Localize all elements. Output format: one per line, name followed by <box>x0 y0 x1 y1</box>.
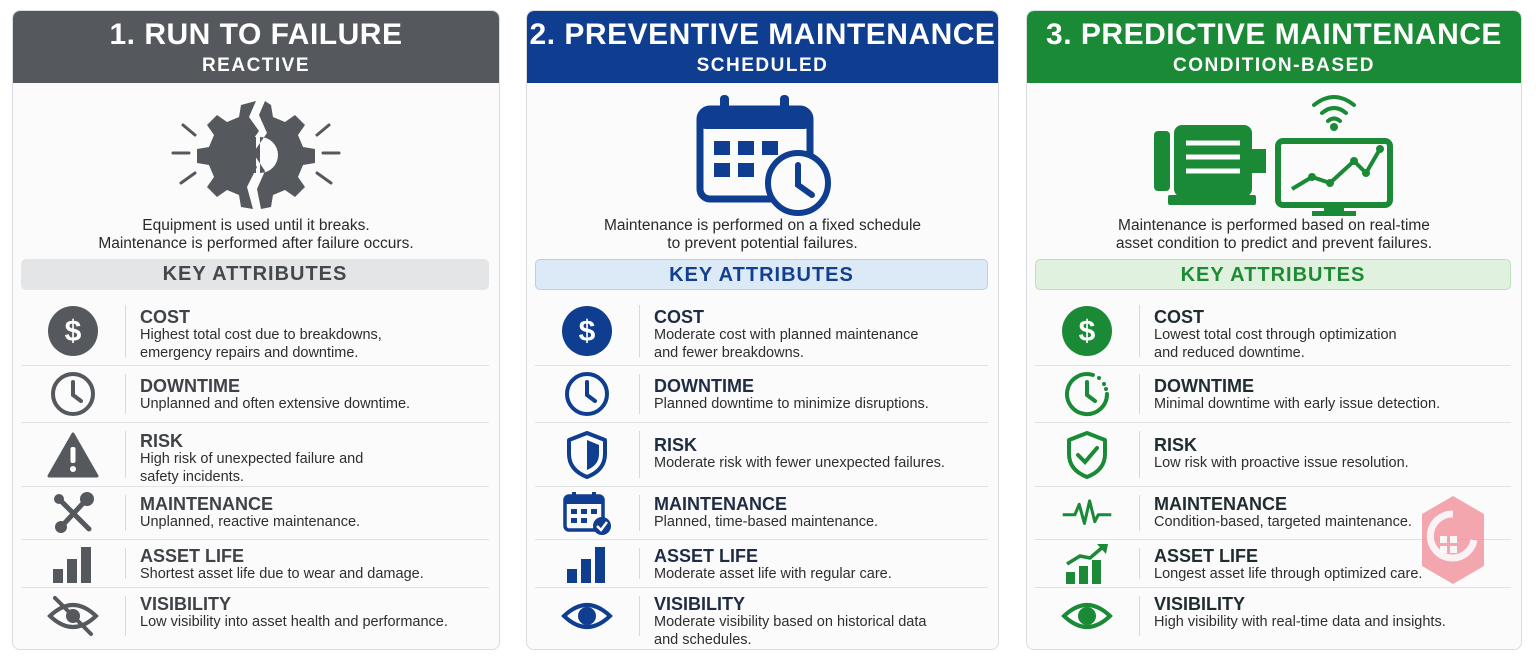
attribute-description: Minimal downtime with early issue detection. <box>1154 396 1441 412</box>
shield-icon <box>561 423 613 486</box>
attribute-title: DOWNTIME <box>140 376 240 396</box>
wrench-screwdriver-icon <box>47 487 99 539</box>
attribute-description: Planned, time-based maintenance. <box>654 514 879 530</box>
column-title: 3. PREDICTIVE MAINTENANCE <box>1046 18 1502 51</box>
description-line: to prevent potential failures. <box>667 235 858 252</box>
key-attributes-heading: KEY ATTRIBUTES <box>1035 259 1511 290</box>
row-divider <box>1139 305 1140 357</box>
column-title: 1. RUN TO FAILURE <box>109 18 403 51</box>
motor-monitor-icon <box>1027 91 1521 219</box>
row-divider <box>125 374 126 414</box>
attribute-title: RISK <box>1154 435 1198 455</box>
dollar-icon <box>47 297 99 365</box>
attribute-title: RISK <box>654 435 698 455</box>
column-description <box>13 217 499 253</box>
row-divider <box>125 548 126 579</box>
attribute-title: MAINTENANCE <box>140 494 273 514</box>
trend-chart-icon <box>1061 540 1113 587</box>
row-divider <box>1139 596 1140 636</box>
attribute-row-maintenance <box>21 487 489 540</box>
attribute-row-cost <box>535 297 988 366</box>
attribute-title: VISIBILITY <box>140 594 232 614</box>
attribute-row-maintenance <box>535 487 988 540</box>
column-title: 2. PREVENTIVE MAINTENANCE <box>529 18 996 51</box>
attribute-title: COST <box>654 307 705 327</box>
attribute-description: Highest total cost due to breakdowns, emergency repairs and downtime. <box>140 327 382 361</box>
column-description <box>1027 217 1521 253</box>
attribute-description: Low visibility into asset health and performance. <box>140 614 448 630</box>
attribute-row-visibility <box>535 588 988 648</box>
attribute-title: ASSET LIFE <box>1154 546 1259 566</box>
attribute-title: MAINTENANCE <box>654 494 787 514</box>
row-divider <box>1139 548 1140 579</box>
column-header <box>527 11 998 83</box>
attribute-title: RISK <box>140 431 184 451</box>
attribute-description: Unplanned and often extensive downtime. <box>140 396 411 412</box>
row-divider <box>125 431 126 478</box>
attribute-title: VISIBILITY <box>1154 594 1246 614</box>
attribute-description: Unplanned, reactive maintenance. <box>140 514 361 530</box>
watermark-logo <box>1418 492 1488 588</box>
shield-check-icon <box>1061 423 1113 486</box>
column-run-to-failure <box>12 10 500 650</box>
attribute-row-cost <box>21 297 489 366</box>
row-divider <box>1139 495 1140 531</box>
attribute-row-visibility <box>1035 588 1511 644</box>
attribute-description: Longest asset life through optimized care. <box>1154 566 1423 582</box>
attribute-description: High risk of unexpected failure and safety incidents. <box>140 451 364 485</box>
calendar-check-icon <box>561 487 613 539</box>
attribute-description: High visibility with real-time data and insights. <box>1154 614 1446 630</box>
attribute-title: DOWNTIME <box>654 376 754 396</box>
attribute-description: Moderate cost with planned maintenance and fewer breakdowns. <box>654 327 919 361</box>
clock-icon <box>47 366 99 422</box>
bar-chart-icon <box>47 540 99 587</box>
column-subtitle: REACTIVE <box>201 55 311 76</box>
row-divider <box>1139 374 1140 414</box>
attribute-description: Condition-based, targeted maintenance. <box>1154 514 1412 530</box>
eye-icon <box>1061 588 1113 644</box>
clock-icon <box>1061 366 1113 422</box>
bar-chart-icon <box>561 540 613 587</box>
row-divider <box>639 596 640 636</box>
attribute-description: Low risk with proactive issue resolution. <box>1154 455 1409 471</box>
key-attributes-heading: KEY ATTRIBUTES <box>21 259 489 290</box>
attribute-row-visibility <box>21 588 489 644</box>
description-line: Maintenance is performed after failure occurs. <box>98 235 414 252</box>
warning-icon <box>47 423 99 486</box>
description-line: Maintenance is performed based on real-time <box>1118 217 1430 234</box>
attribute-description: Moderate asset life with regular care. <box>654 566 892 582</box>
svg-text:$: $ <box>1078 315 1096 348</box>
attribute-row-cost <box>1035 297 1511 366</box>
attribute-description: Moderate visibility based on historical data and schedules. <box>654 614 927 648</box>
attribute-row-downtime <box>535 366 988 423</box>
row-divider <box>639 305 640 357</box>
column-header <box>1027 11 1521 83</box>
attribute-title: ASSET LIFE <box>140 546 245 566</box>
attribute-description: Lowest total cost through optimization and reduced downtime. <box>1154 327 1397 361</box>
attribute-row-downtime <box>1035 366 1511 423</box>
row-divider <box>639 431 640 478</box>
clock-icon <box>561 366 613 422</box>
attribute-title: VISIBILITY <box>654 594 746 614</box>
attribute-row-risk <box>21 423 489 487</box>
svg-text:$: $ <box>64 315 82 348</box>
row-divider <box>639 495 640 531</box>
attribute-description: Moderate risk with fewer unexpected failures. <box>654 455 945 471</box>
key-attributes-heading: KEY ATTRIBUTES <box>535 259 988 290</box>
attribute-title: MAINTENANCE <box>1154 494 1287 514</box>
attribute-description: Shortest asset life due to wear and damage. <box>140 566 424 582</box>
column-preventive-maintenance <box>526 10 999 650</box>
description-line: Maintenance is performed on a fixed schedule <box>603 217 922 234</box>
pulse-icon <box>1061 487 1113 539</box>
attribute-row-downtime <box>21 366 489 423</box>
dollar-icon <box>1061 297 1113 365</box>
attribute-row-risk <box>535 423 988 487</box>
eye-slash-icon <box>47 588 99 644</box>
row-divider <box>125 305 126 357</box>
broken-gear-icon <box>13 91 499 219</box>
attribute-title: ASSET LIFE <box>654 546 759 566</box>
column-description <box>527 217 998 253</box>
column-subtitle: CONDITION-BASED <box>1173 55 1375 76</box>
attribute-title: COST <box>140 307 191 327</box>
attribute-row-asset-life <box>535 540 988 588</box>
dollar-icon <box>561 297 613 365</box>
row-divider <box>639 374 640 414</box>
description-line: asset condition to predict and prevent failures. <box>1115 235 1433 252</box>
attribute-title: DOWNTIME <box>1154 376 1254 396</box>
eye-icon <box>561 588 613 644</box>
row-divider <box>125 596 126 636</box>
row-divider <box>125 495 126 531</box>
row-divider <box>639 548 640 579</box>
calendar-clock-icon <box>527 91 998 219</box>
attribute-description: Planned downtime to minimize disruptions. <box>654 396 929 412</box>
attribute-row-asset-life <box>21 540 489 588</box>
row-divider <box>1139 431 1140 478</box>
column-header <box>13 11 499 83</box>
description-line: Equipment is used until it breaks. <box>142 217 370 234</box>
attribute-row-risk <box>1035 423 1511 487</box>
svg-text:$: $ <box>578 315 596 348</box>
column-subtitle: SCHEDULED <box>696 55 829 76</box>
attribute-title: COST <box>1154 307 1205 327</box>
